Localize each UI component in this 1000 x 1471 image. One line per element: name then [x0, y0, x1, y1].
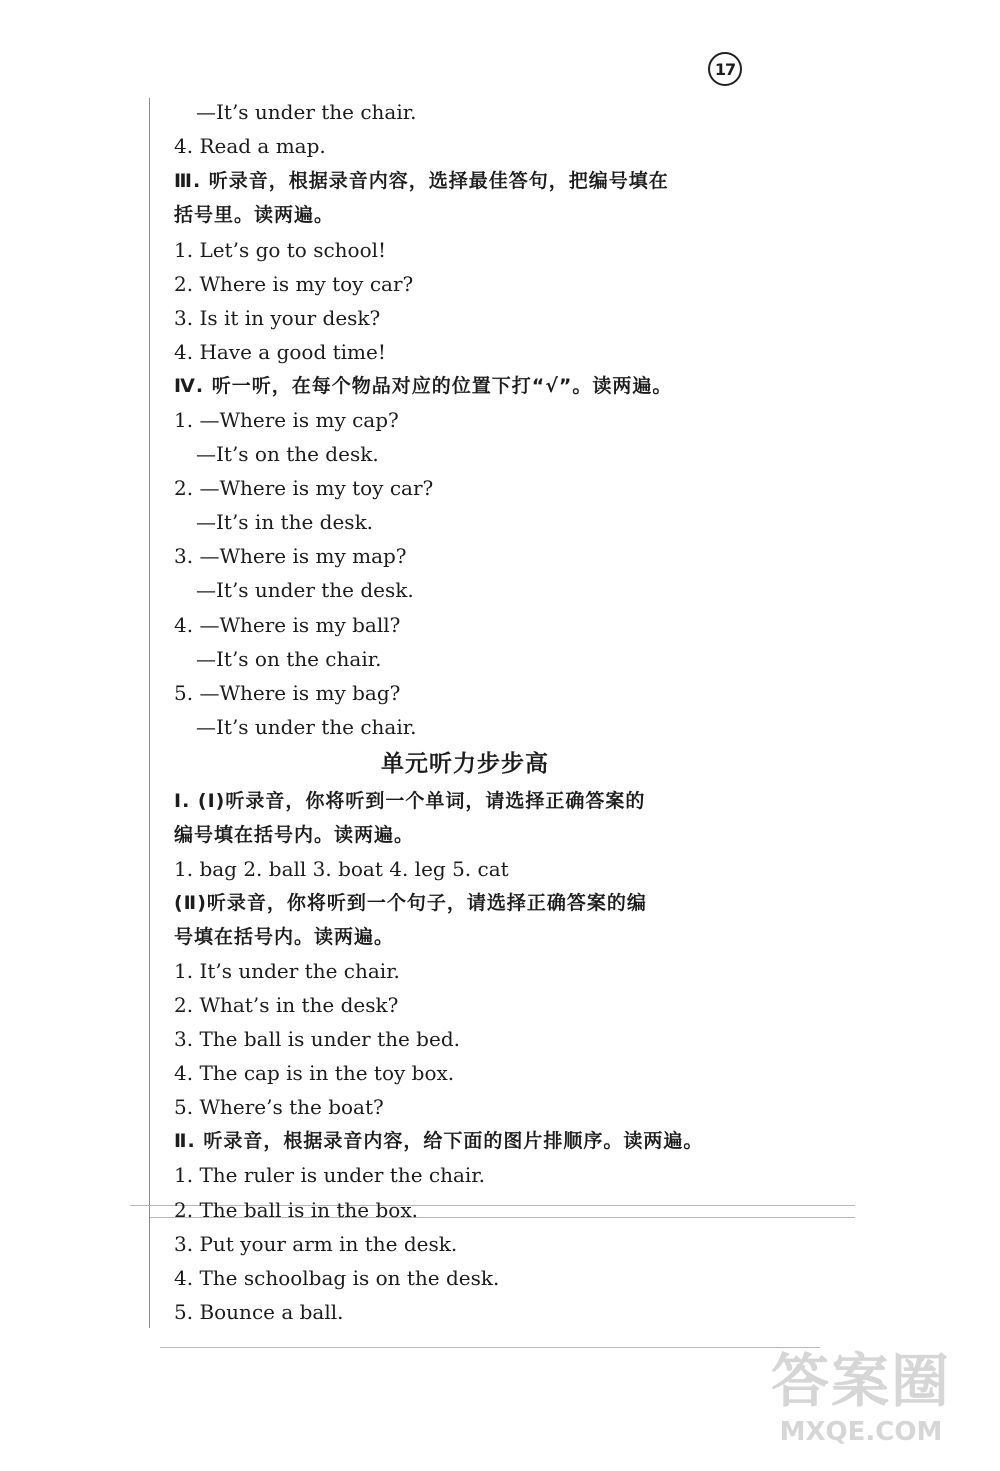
text-line: 5. —Where is my bag?	[174, 681, 401, 705]
text-line: 4. The cap is in the toy box.	[174, 1061, 455, 1085]
text-line: 1. bag 2. ball 3. boat 4. leg 5. cat	[174, 857, 509, 881]
section-heading: 编号填在括号内。读两遍。	[174, 824, 415, 846]
text-line: 2. Where is my toy car?	[174, 272, 414, 296]
section-heading: Ⅲ. 听录音，根据录音内容，选择最佳答句，把编号填在	[174, 170, 669, 192]
section-heading: Ⅳ. 听一听，在每个物品对应的位置下打“√”。读两遍。	[174, 375, 673, 397]
text-line: 1. —Where is my cap?	[174, 408, 399, 432]
text-line: 2. —Where is my toy car?	[174, 476, 434, 500]
text-line: 5. Where’s the boat?	[174, 1095, 384, 1119]
watermark	[746, 1345, 976, 1465]
text-line: —It’s in the desk.	[196, 510, 374, 534]
text-line: 3. The ball is under the bed.	[174, 1027, 460, 1051]
section-heading: 括号里。读两遍。	[174, 204, 335, 226]
text-line: 4. Read a map.	[174, 134, 326, 158]
text-line: —It’s on the desk.	[196, 442, 379, 466]
section-heading: 号填在括号内。读两遍。	[174, 926, 395, 948]
section-title: 单元听力步步高	[381, 751, 549, 777]
text-line: 3. Put your arm in the desk.	[174, 1232, 458, 1256]
text-line: 4. The schoolbag is on the desk.	[174, 1266, 500, 1290]
text-line: 5. Bounce a ball.	[174, 1300, 344, 1324]
watermark-logo: 答案圈	[770, 1347, 951, 1415]
text-line: 1. It’s under the chair.	[174, 959, 400, 983]
text-line: 3. Is it in your desk?	[174, 306, 381, 330]
text-line: —It’s under the chair.	[196, 100, 417, 124]
text-line: 3. —Where is my map?	[174, 544, 407, 568]
text-line: 1. Let’s go to school!	[174, 238, 387, 262]
text-line: 2. What’s in the desk?	[174, 993, 399, 1017]
page-number: 17	[708, 52, 742, 86]
section-heading: Ⅱ. 听录音，根据录音内容，给下面的图片排顺序。读两遍。	[174, 1130, 704, 1152]
text-line: —It’s under the chair.	[196, 715, 417, 739]
text-line: —It’s under the desk.	[196, 578, 414, 602]
margin-line	[149, 98, 150, 1328]
text-line: 1. The ruler is under the chair.	[174, 1163, 486, 1187]
separator-line	[160, 1347, 820, 1348]
text-line: 4. —Where is my ball?	[174, 613, 401, 637]
watermark-url: MXQE.COM	[779, 1417, 943, 1447]
section-heading: (Ⅱ)听录音，你将听到一个句子，请选择正确答案的编	[174, 892, 647, 914]
text-line: 4. Have a good time!	[174, 340, 386, 364]
section-heading: Ⅰ. (Ⅰ)听录音，你将听到一个单词，请选择正确答案的	[174, 790, 646, 812]
text-line: 2. The ball is in the box.	[174, 1198, 418, 1222]
text-line: —It’s on the chair.	[196, 647, 382, 671]
